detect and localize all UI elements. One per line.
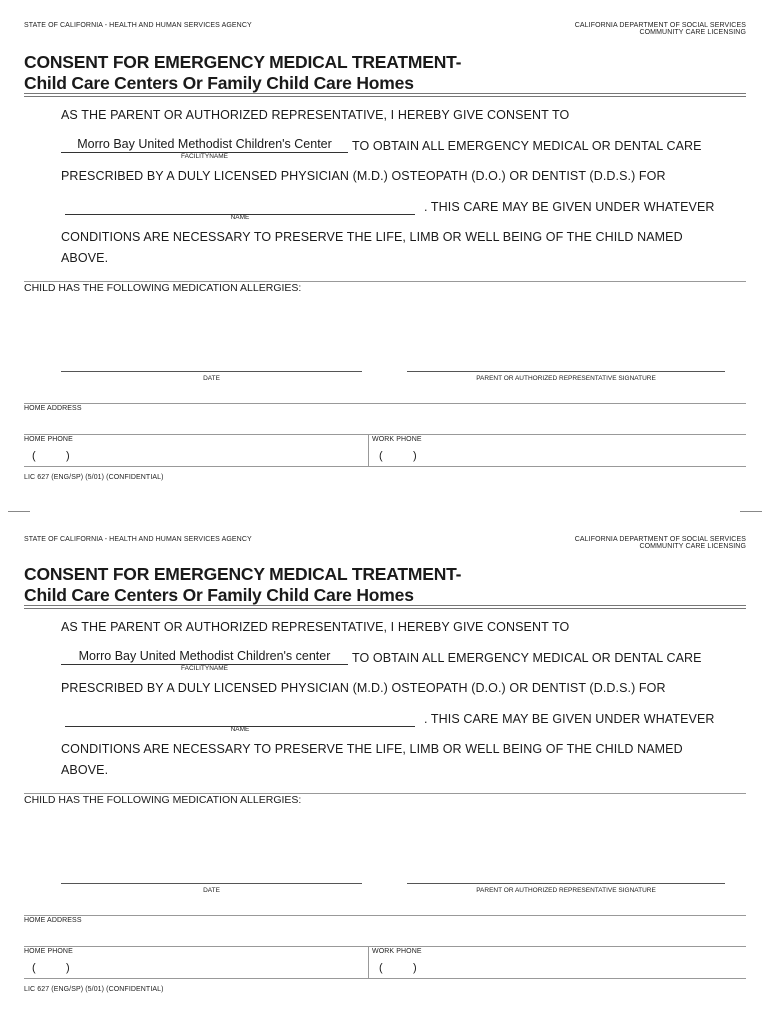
date-caption: DATE	[203, 887, 220, 894]
prescribed-text: PRESCRIBED BY A DULY LICENSED PHYSICIAN (M.D.) OSTEOPATH (D.O.) OR DENTIST (D.D.S.) FOR	[61, 169, 666, 183]
date-caption: DATE	[203, 375, 220, 382]
title-rule-top	[24, 93, 746, 94]
home-address-rule	[24, 915, 746, 916]
child-name-field[interactable]	[65, 711, 415, 727]
home-address-field[interactable]	[24, 413, 746, 433]
child-name-caption: NAME	[230, 214, 250, 221]
facility-name-caption: FACILITYNAME	[181, 665, 228, 672]
home-phone-area-open: (	[32, 450, 36, 462]
facility-name-field[interactable]: Morro Bay United Methodist Children's Center	[61, 137, 348, 153]
home-phone-area-open: (	[32, 962, 36, 974]
home-phone-label: HOME PHONE	[24, 948, 73, 955]
child-name-field[interactable]	[65, 199, 415, 215]
work-phone-area-close: )	[413, 450, 417, 462]
work-phone-area-open: (	[379, 962, 383, 974]
home-address-field[interactable]	[24, 925, 746, 945]
form-id: LIC 627 (ENG/SP) (5/01) (CONFIDENTIAL)	[24, 986, 164, 993]
department-line2: COMMUNITY CARE LICENSING	[639, 543, 746, 550]
work-phone-field[interactable]	[370, 446, 746, 464]
form-title: CONSENT FOR EMERGENCY MEDICAL TREATMENT-	[24, 52, 462, 72]
home-address-label: HOME ADDRESS	[24, 405, 82, 412]
allergies-field[interactable]	[24, 810, 746, 872]
agency-header: STATE OF CALIFORNIA - HEALTH AND HUMAN SERVICES AGENCY	[24, 22, 252, 29]
home-phone-label: HOME PHONE	[24, 436, 73, 443]
conditions-text: CONDITIONS ARE NECESSARY TO PRESERVE THE LIFE, LIMB OR WELL BEING OF THE CHILD NAMED	[61, 742, 683, 756]
agency-header: STATE OF CALIFORNIA - HEALTH AND HUMAN SERVICES AGENCY	[24, 536, 252, 543]
phone-divider	[368, 434, 369, 466]
title-rule-bottom	[24, 608, 746, 609]
department-line1: CALIFORNIA DEPARTMENT OF SOCIAL SERVICES	[574, 22, 746, 29]
conditions-text: CONDITIONS ARE NECESSARY TO PRESERVE THE LIFE, LIMB OR WELL BEING OF THE CHILD NAMED	[61, 230, 683, 244]
date-line[interactable]	[61, 371, 362, 372]
home-phone-field[interactable]	[24, 958, 364, 976]
department-line1: CALIFORNIA DEPARTMENT OF SOCIAL SERVICES	[574, 536, 746, 543]
phone-bottom-rule	[24, 466, 746, 467]
consent-intro: AS THE PARENT OR AUTHORIZED REPRESENTATIVE, I HEREBY GIVE CONSENT TO	[61, 620, 570, 634]
care-given-text: . THIS CARE MAY BE GIVEN UNDER WHATEVER	[424, 200, 715, 214]
work-phone-area-close: )	[413, 962, 417, 974]
child-name-caption: NAME	[230, 726, 250, 733]
work-phone-area-open: (	[379, 450, 383, 462]
facility-name-caption: FACILITYNAME	[181, 153, 228, 160]
allergies-field[interactable]	[24, 298, 746, 360]
allergies-label: CHILD HAS THE FOLLOWING MEDICATION ALLERGIES:	[24, 794, 302, 806]
phone-rule	[24, 434, 746, 435]
signature-line[interactable]	[407, 371, 725, 372]
date-line[interactable]	[61, 883, 362, 884]
above-text: ABOVE.	[61, 251, 109, 265]
consent-intro: AS THE PARENT OR AUTHORIZED REPRESENTATIVE, I HEREBY GIVE CONSENT TO	[61, 108, 570, 122]
phone-bottom-rule	[24, 978, 746, 979]
title-rule-bottom	[24, 96, 746, 97]
form-subtitle: Child Care Centers Or Family Child Care Homes	[24, 73, 414, 93]
title-rule-top	[24, 605, 746, 606]
obtain-care-text: TO OBTAIN ALL EMERGENCY MEDICAL OR DENTAL CARE	[352, 651, 702, 665]
form-id: LIC 627 (ENG/SP) (5/01) (CONFIDENTIAL)	[24, 474, 164, 481]
phone-rule	[24, 946, 746, 947]
home-address-label: HOME ADDRESS	[24, 917, 82, 924]
home-phone-area-close: )	[66, 450, 70, 462]
facility-name-field[interactable]: Morro Bay United Methodist Children's center	[61, 649, 348, 665]
signature-caption: PARENT OR AUTHORIZED REPRESENTATIVE SIGNATURE	[476, 887, 656, 894]
department-header	[575, 536, 746, 550]
signature-line[interactable]	[407, 883, 725, 884]
consent-form-1	[0, 0, 770, 500]
consent-form-2	[0, 512, 770, 1012]
allergies-label: CHILD HAS THE FOLLOWING MEDICATION ALLERGIES:	[24, 282, 302, 294]
work-phone-label: WORK PHONE	[372, 948, 422, 955]
home-phone-area-close: )	[66, 962, 70, 974]
department-header	[575, 22, 746, 36]
home-address-rule	[24, 403, 746, 404]
department-line2: COMMUNITY CARE LICENSING	[639, 29, 746, 36]
signature-caption: PARENT OR AUTHORIZED REPRESENTATIVE SIGNATURE	[476, 375, 656, 382]
form-subtitle: Child Care Centers Or Family Child Care Homes	[24, 585, 414, 605]
work-phone-field[interactable]	[370, 958, 746, 976]
prescribed-text: PRESCRIBED BY A DULY LICENSED PHYSICIAN (M.D.) OSTEOPATH (D.O.) OR DENTIST (D.D.S.) FOR	[61, 681, 666, 695]
form-title: CONSENT FOR EMERGENCY MEDICAL TREATMENT-	[24, 564, 462, 584]
care-given-text: . THIS CARE MAY BE GIVEN UNDER WHATEVER	[424, 712, 715, 726]
above-text: ABOVE.	[61, 763, 109, 777]
phone-divider	[368, 946, 369, 978]
home-phone-field[interactable]	[24, 446, 364, 464]
work-phone-label: WORK PHONE	[372, 436, 422, 443]
obtain-care-text: TO OBTAIN ALL EMERGENCY MEDICAL OR DENTAL CARE	[352, 139, 702, 153]
